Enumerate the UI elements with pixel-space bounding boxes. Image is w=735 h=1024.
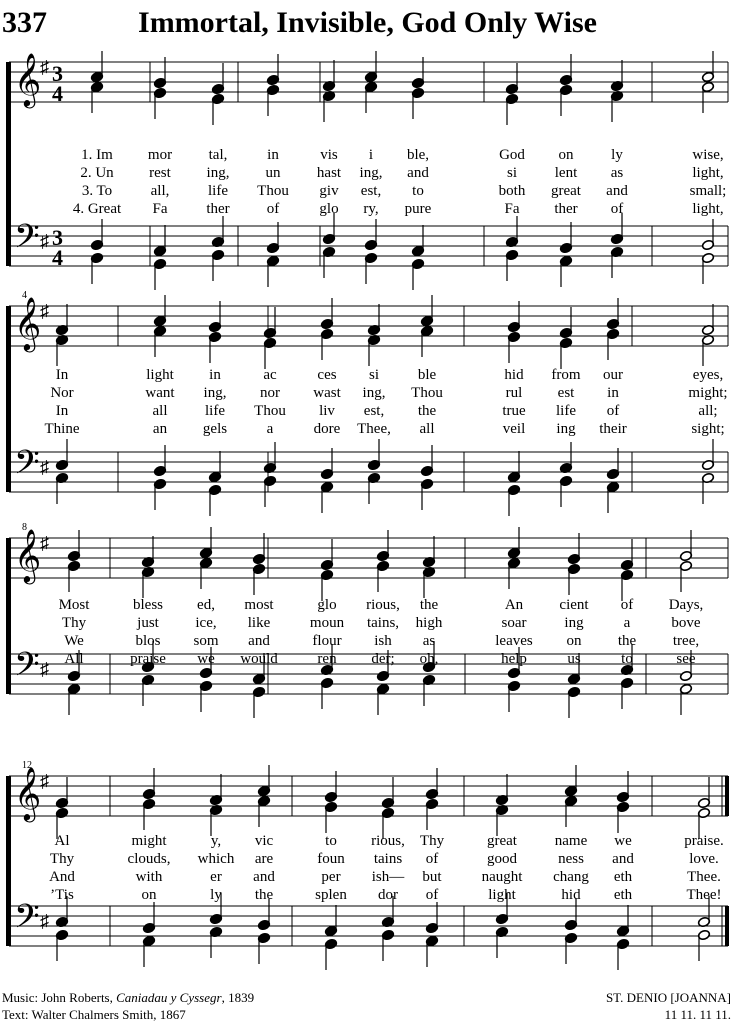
- key-signature-sharp: ♯: [40, 231, 49, 251]
- lyric-syllable: light,: [692, 201, 724, 217]
- music-credit-prefix: Music: John Roberts,: [2, 990, 117, 1005]
- lyric-syllable: leaves: [495, 633, 533, 649]
- lyric-syllable: our: [603, 367, 623, 383]
- lyric-syllable: and: [248, 633, 270, 649]
- lyric-syllable: on: [566, 633, 582, 649]
- lyric-syllable: Most: [58, 597, 90, 613]
- bass-clef-icon: 𝄢: [14, 444, 40, 489]
- hymn-number: 337: [2, 6, 47, 39]
- lyric-syllable: rious,: [366, 597, 400, 613]
- lyric-syllable: ry,: [363, 201, 379, 217]
- lyric-syllable: all: [152, 403, 168, 419]
- bass-clef-icon: 𝄢: [14, 646, 40, 691]
- lyric-syllable: in: [607, 385, 619, 401]
- lyric-syllable: rious,: [371, 833, 405, 849]
- lyric-syllable: We: [64, 633, 84, 649]
- lyric-syllable: hid: [561, 887, 581, 903]
- key-signature-sharp: ♯: [40, 771, 49, 791]
- lyric-syllable: bove: [671, 615, 701, 631]
- lyric-syllable: glo: [317, 597, 337, 613]
- lyric-syllable: ing: [556, 421, 576, 437]
- lyric-syllable: ’Tis: [50, 887, 74, 903]
- lyric-syllable: light: [488, 887, 516, 903]
- lyric-syllable: from: [551, 367, 581, 383]
- time-signature-bottom: 4: [52, 245, 63, 270]
- lyric-syllable: 4. Great: [72, 201, 122, 217]
- lyric-syllable: ing,: [206, 165, 230, 181]
- lyric-syllable: ice,: [195, 615, 217, 631]
- lyric-syllable: Thine: [44, 421, 80, 437]
- key-signature-sharp: ♯: [40, 457, 49, 477]
- lyric-syllable: ing: [564, 615, 584, 631]
- lyric-syllable: to: [325, 833, 337, 849]
- lyric-syllable: love.: [689, 851, 719, 867]
- lyric-syllable: foun: [317, 851, 345, 867]
- lyric-syllable: name: [554, 833, 588, 849]
- lyric-syllable: might: [131, 833, 167, 849]
- lyric-syllable: 2. Un: [80, 165, 114, 181]
- lyric-syllable: small;: [689, 183, 727, 199]
- lyric-syllable: chang: [553, 869, 589, 885]
- lyric-syllable: ish—: [371, 869, 405, 885]
- system-bracket: [6, 776, 11, 946]
- treble-clef-icon: 𝄞: [14, 54, 42, 105]
- lyric-syllable: in: [209, 367, 221, 383]
- lyric-syllable: as: [422, 633, 436, 649]
- music-credit-source: Caniadau y Cyssegr: [116, 990, 222, 1005]
- lyric-syllable: praise: [130, 651, 166, 667]
- final-barline: [725, 776, 729, 816]
- lyric-syllable: eyes,: [692, 367, 724, 383]
- system-bracket: [6, 306, 11, 492]
- key-signature-sharp: ♯: [40, 57, 49, 77]
- lyric-syllable: ac: [263, 367, 277, 383]
- lyric-syllable: the: [417, 403, 437, 419]
- lyric-syllable: Thy: [49, 851, 75, 867]
- system-bracket: [6, 62, 11, 266]
- lyric-syllable: on: [141, 887, 157, 903]
- lyric-syllable: light: [146, 367, 174, 383]
- lyric-syllable: and: [612, 851, 634, 867]
- lyric-syllable: y,: [210, 833, 222, 849]
- bass-clef-icon: 𝄢: [14, 898, 40, 943]
- lyric-syllable: Thy: [419, 833, 445, 849]
- lyric-syllable: Fa: [152, 201, 168, 217]
- lyric-syllable: der;: [371, 651, 395, 667]
- lyric-syllable: ish: [374, 633, 392, 649]
- lyric-syllable: ble: [417, 367, 437, 383]
- lyric-syllable: giv: [319, 183, 339, 199]
- lyric-syllable: true: [502, 403, 526, 419]
- lyric-syllable: the: [617, 633, 637, 649]
- lyric-syllable: veil: [502, 421, 526, 437]
- lyric-syllable: vic: [254, 833, 274, 849]
- lyric-syllable: see: [676, 651, 696, 667]
- lyric-syllable: which: [197, 851, 235, 867]
- lyric-syllable: and: [606, 183, 628, 199]
- lyric-syllable: 3. To: [81, 183, 113, 199]
- lyric-syllable: of: [425, 887, 439, 903]
- lyric-syllable: Thee.: [687, 869, 721, 885]
- lyric-syllable: est,: [360, 183, 382, 199]
- key-signature-sharp: ♯: [40, 911, 49, 931]
- meter: 11 11. 11 11.: [664, 1007, 731, 1022]
- key-signature-sharp: ♯: [40, 659, 49, 679]
- lyric-syllable: wise,: [692, 147, 724, 163]
- lyric-syllable: are: [254, 851, 274, 867]
- lyric-syllable: life: [205, 403, 225, 419]
- lyric-syllable: but: [422, 869, 442, 885]
- lyric-syllable: most: [244, 597, 274, 613]
- lyric-syllable: of: [425, 851, 439, 867]
- lyric-syllable: cient: [559, 597, 589, 613]
- time-signature-top: 3: [52, 225, 63, 250]
- lyric-syllable: sight;: [691, 421, 725, 437]
- lyric-syllable: tains,: [366, 615, 400, 631]
- lyric-syllable: 1. Im: [81, 147, 113, 163]
- lyric-syllable: as: [610, 165, 624, 181]
- lyric-syllable: tal,: [208, 147, 228, 163]
- music-credit: [2, 990, 254, 1006]
- lyric-syllable: per: [321, 869, 341, 885]
- lyric-syllable: we: [197, 651, 215, 667]
- lyric-syllable: ly: [611, 147, 623, 163]
- measure-number: 12: [22, 760, 32, 771]
- lyric-syllable: we: [614, 833, 632, 849]
- lyric-syllable: Thou: [254, 403, 286, 419]
- lyric-syllable: And: [49, 869, 75, 885]
- lyric-syllable: eth: [613, 887, 633, 903]
- lyric-syllable: a: [266, 421, 274, 437]
- lyric-syllable: high: [415, 615, 443, 631]
- lyric-syllable: som: [193, 633, 219, 649]
- text-credit: Text: Walter Chalmers Smith, 1867: [2, 1007, 186, 1022]
- lyric-syllable: est,: [363, 403, 385, 419]
- key-signature-sharp: ♯: [40, 533, 49, 553]
- lyric-syllable: just: [137, 615, 159, 631]
- lyric-syllable: lent: [554, 165, 578, 181]
- treble-clef-icon: 𝄞: [14, 768, 42, 819]
- lyric-syllable: to: [412, 183, 424, 199]
- lyric-syllable: blos: [135, 633, 161, 649]
- lyric-syllable: in: [267, 147, 279, 163]
- lyric-syllable: ren: [317, 651, 337, 667]
- lyric-syllable: ness: [558, 851, 584, 867]
- measure-number: 8: [22, 522, 27, 533]
- lyric-syllable: of: [266, 201, 280, 217]
- lyric-syllable: An: [504, 597, 524, 613]
- lyric-syllable: of: [606, 403, 620, 419]
- lyric-syllable: hast: [316, 165, 342, 181]
- lyric-syllable: like: [247, 615, 271, 631]
- lyric-syllable: hid: [504, 367, 524, 383]
- lyric-syllable: glo: [319, 201, 339, 217]
- lyric-syllable: wast: [313, 385, 341, 401]
- lyric-syllable: Nor: [50, 385, 74, 401]
- lyric-syllable: Thee,: [357, 421, 391, 437]
- lyric-syllable: tains: [373, 851, 403, 867]
- lyric-syllable: mor: [147, 147, 173, 163]
- lyric-syllable: Thou: [257, 183, 289, 199]
- lyric-syllable: of: [610, 201, 624, 217]
- lyric-syllable: all,: [150, 183, 170, 199]
- lyric-syllable: Al: [54, 833, 70, 849]
- lyric-syllable: soar: [501, 615, 527, 631]
- lyric-syllable: life: [556, 403, 576, 419]
- lyric-syllable: us: [567, 651, 581, 667]
- lyric-syllable: nor: [260, 385, 280, 401]
- lyric-syllable: flour: [312, 633, 342, 649]
- lyric-syllable: might;: [688, 385, 728, 401]
- lyric-syllable: want: [145, 385, 175, 401]
- lyric-syllable: all;: [698, 403, 718, 419]
- lyric-syllable: ing,: [362, 385, 386, 401]
- system-bracket: [6, 538, 11, 694]
- lyric-syllable: and: [253, 869, 275, 885]
- lyric-syllable: an: [152, 421, 168, 437]
- lyric-syllable: praise.: [684, 833, 724, 849]
- lyric-syllable: oh,: [419, 651, 439, 667]
- lyric-syllable: ces: [317, 367, 337, 383]
- lyric-syllable: tree,: [672, 633, 700, 649]
- lyric-syllable: er: [210, 869, 222, 885]
- lyric-syllable: ther: [554, 201, 578, 217]
- lyric-syllable: a: [623, 615, 631, 631]
- lyric-syllable: rest: [149, 165, 171, 181]
- lyric-syllable: Thee!: [686, 887, 722, 903]
- lyric-syllable: rul: [505, 385, 523, 401]
- key-signature-sharp: ♯: [40, 301, 49, 321]
- lyric-syllable: clouds,: [127, 851, 171, 867]
- lyric-syllable: vis: [320, 147, 338, 163]
- lyric-syllable: gels: [202, 421, 228, 437]
- lyric-syllable: ble,: [406, 147, 430, 163]
- lyric-syllable: with: [135, 869, 163, 885]
- lyric-syllable: ly: [210, 887, 222, 903]
- lyric-syllable: good: [487, 851, 517, 867]
- lyric-syllable: Days,: [668, 597, 704, 613]
- lyric-syllable: splen: [315, 887, 347, 903]
- lyric-syllable: all: [419, 421, 435, 437]
- lyric-syllable: si: [506, 165, 518, 181]
- lyric-syllable: ther: [206, 201, 230, 217]
- lyric-syllable: moun: [309, 615, 345, 631]
- treble-clef-icon: 𝄞: [14, 530, 42, 581]
- music-credit-year: , 1839: [221, 990, 255, 1005]
- lyric-syllable: on: [558, 147, 574, 163]
- lyric-syllable: liv: [319, 403, 335, 419]
- lyric-syllable: Thou: [411, 385, 443, 401]
- lyric-syllable: un: [265, 165, 281, 181]
- time-signature-bottom: 4: [52, 81, 63, 106]
- lyric-syllable: the: [419, 597, 439, 613]
- lyric-syllable: and: [407, 165, 429, 181]
- lyric-syllable: their: [599, 421, 627, 437]
- lyric-syllable: dore: [313, 421, 341, 437]
- lyric-syllable: naught: [481, 869, 523, 885]
- lyric-syllable: ing,: [203, 385, 227, 401]
- bass-clef-icon: 𝄢: [14, 218, 40, 263]
- lyric-syllable: the: [254, 887, 274, 903]
- lyric-syllable: i: [368, 147, 374, 163]
- hymn-title: Immortal, Invisible, God Only Wise: [138, 6, 597, 39]
- tune-name: ST. DENIO [JOANNA]: [605, 990, 731, 1005]
- lyric-syllable: would: [240, 651, 278, 667]
- lyric-syllable: God: [499, 147, 525, 163]
- lyric-syllable: great: [487, 833, 517, 849]
- lyric-syllable: All: [64, 651, 84, 667]
- final-barline: [725, 906, 729, 946]
- lyric-syllable: dor: [378, 887, 398, 903]
- lyric-syllable: est: [557, 385, 575, 401]
- treble-clef-icon: 𝄞: [14, 298, 42, 349]
- lyric-syllable: eth: [613, 869, 633, 885]
- lyric-syllable: ed,: [197, 597, 215, 613]
- lyric-syllable: light,: [692, 165, 724, 181]
- lyric-syllable: bless: [133, 597, 163, 613]
- lyric-syllable: pure: [404, 201, 432, 217]
- lyric-syllable: life: [208, 183, 228, 199]
- lyric-syllable: Thy: [61, 615, 87, 631]
- lyric-syllable: ing,: [359, 165, 383, 181]
- lyric-syllable: si: [368, 367, 380, 383]
- lyric-syllable: help: [501, 651, 527, 667]
- lyric-syllable: Fa: [504, 201, 520, 217]
- lyric-syllable: both: [498, 183, 526, 199]
- measure-number: 4: [22, 290, 27, 301]
- lyric-syllable: In: [55, 403, 69, 419]
- lyric-syllable: to: [621, 651, 633, 667]
- lyric-syllable: In: [55, 367, 69, 383]
- lyric-syllable: great: [551, 183, 581, 199]
- time-signature-top: 3: [52, 61, 63, 86]
- lyric-syllable: of: [620, 597, 634, 613]
